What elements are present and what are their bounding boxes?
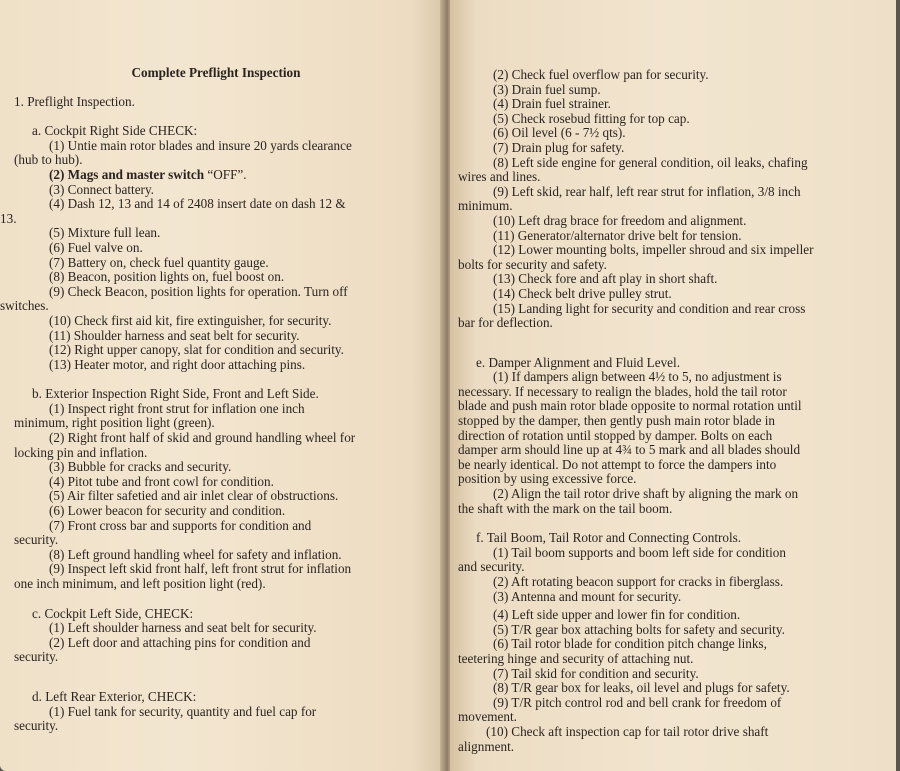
checklist-line: (1) Fuel tank for security, quantity and fuel cap for (49, 703, 317, 719)
checklist-line: wires and lines. (458, 169, 541, 185)
checklist-line: (10) Left drag brace for freedom and alignment. (493, 212, 747, 228)
checklist-line: (9) Check Beacon, position lights for operation. Turn off (49, 283, 348, 299)
paragraph-line: necessary. If necessary to realign the blades, hold the tail rotor (458, 383, 787, 399)
paragraph-line: position by using excessive force. (458, 471, 637, 487)
checklist-line: (4) Pitot tube and front cowl for condition. (49, 473, 274, 489)
section-heading: 1. Preflight Inspection. (14, 93, 135, 109)
right-page-text (458, 68, 862, 754)
checklist-line: (4) Drain fuel strainer. (493, 96, 611, 112)
checklist-line: (7) Drain plug for safety. (493, 139, 625, 155)
checklist-line: (3) Bubble for cracks and security. (49, 459, 232, 475)
checklist-line: (2) Left door and attaching pins for condition and (49, 634, 311, 650)
paragraph-line: blade and push main rotor blade opposite to normal rotation until (458, 398, 802, 414)
checklist-line: (6) Lower beacon for security and condition. (49, 503, 286, 519)
checklist-line: (7) Front cross bar and supports for condition and (49, 517, 312, 533)
checklist-line: (4) Dash 12, 13 and 14 of 2408 insert date on dash 12 & (49, 196, 346, 212)
checklist-line: (8) Beacon, position lights on, fuel boost on. (49, 269, 285, 285)
checklist-line: (11) Generator/alternator drive belt for tension. (493, 227, 742, 243)
checklist-line: locking pin and inflation. (14, 444, 148, 460)
checklist-line: minimum. (458, 198, 513, 214)
checklist-line: (12) Lower mounting bolts, impeller shroud and six impeller (493, 242, 814, 258)
checklist-text: “OFF”. (204, 166, 247, 182)
paragraph-line: direction of rotation until stopped by damper. Bolts on each (458, 427, 773, 443)
checklist-line: (5) Air filter safetied and air inlet clear of obstructions. (49, 488, 339, 504)
subsection-heading-d: d. Left Rear Exterior, CHECK: (32, 688, 197, 704)
checklist-line: (hub to hub). (14, 152, 83, 168)
checklist-line: movement. (458, 709, 517, 725)
checklist-line: minimum, right position light (green). (14, 415, 215, 431)
checklist-line: (6) Fuel valve on. (49, 239, 143, 255)
checklist-line: (2) Check fuel overflow pan for security. (493, 67, 709, 82)
checklist-line: (3) Drain fuel sump. (493, 81, 601, 97)
paragraph-line: (2) Align the tail rotor drive shaft by aligning the mark on (493, 486, 799, 502)
checklist-line: (5) Check rosebud fitting for top cap. (493, 110, 690, 126)
checklist-line: (3) Connect battery. (49, 181, 154, 197)
checklist-line: switches. (0, 298, 49, 314)
checklist-line: (5) T/R gear box attaching bolts for safety and security. (493, 621, 785, 637)
left-page-text (0, 65, 418, 734)
subsection-heading-a: a. Cockpit Right Side CHECK: (32, 123, 198, 139)
checklist-line: (5) Mixture full lean. (49, 225, 161, 241)
paragraph-line: be nearly identical. Do not attempt to force the dampers into (458, 456, 777, 472)
checklist-line (14, 168, 418, 183)
checklist-line: (7) Battery on, check fuel quantity gauge. (49, 254, 269, 270)
checklist-line: security. (14, 649, 59, 665)
checklist-line: security. (14, 718, 59, 734)
checklist-line: (10) Check first aid kit, fire extinguisher, for security. (49, 312, 332, 328)
checklist-line: (8) Left ground handling wheel for safety and inflation. (49, 546, 342, 562)
checklist-line: (10) Check aft inspection cap for tail rotor drive shaft (486, 723, 769, 739)
subsection-heading-b: b. Exterior Inspection Right Side, Front and Left Side. (32, 386, 319, 402)
checklist-line: (15) Landing light for security and condition and rear cross (493, 300, 806, 316)
checklist-line: (1) Tail boom supports and boom left side for condition (493, 544, 786, 560)
checklist-line: 13. (0, 210, 17, 226)
checklist-line: (13) Check fore and aft play in short shaft. (493, 271, 718, 287)
checklist-line: (8) T/R gear box for leaks, oil level and plugs for safety. (493, 680, 790, 696)
bold-text: (2) Mags and master switch (49, 166, 205, 182)
checklist-line: (7) Tail skid for condition and security. (493, 665, 699, 681)
checklist-line: (1) Untie main rotor blades and insure 20 yards clearance (49, 137, 352, 153)
checklist-line: and security. (458, 559, 525, 575)
checklist-line: bolts for security and safety. (458, 256, 607, 272)
checklist-line: (4) Left side upper and lower fin for condition. (493, 607, 741, 623)
checklist-line: (9) Inspect left skid front half, left front strut for inflation (49, 561, 352, 577)
paragraph-line: (1) If dampers align between 4½ to 5, no adjustment is (493, 369, 782, 385)
checklist-line: teetering hinge and security of attaching nut. (458, 650, 694, 666)
checklist-line: (1) Left shoulder harness and seat belt for security. (49, 620, 317, 636)
page-title: Complete Preflight Inspection (131, 65, 301, 80)
checklist-line: (2) Aft rotating beacon support for cracks in fiberglass. (493, 574, 784, 589)
checklist-line: (9) T/R pitch control rod and bell crank for freedom of (493, 694, 782, 710)
checklist-line: (8) Left side engine for general condition, oil leaks, chafing (493, 154, 808, 170)
checklist-line: (3) Antenna and mount for security. (493, 588, 682, 604)
subsection-heading-e: e. Damper Alignment and Fluid Level. (476, 354, 680, 370)
checklist-line: (6) Tail rotor blade for condition pitch change links, (493, 636, 767, 652)
checklist-line: (2) Right front half of skid and ground handling wheel for (49, 430, 356, 446)
checklist-line: (13) Heater motor, and right door attaching pins. (49, 356, 306, 372)
checklist-line: (6) Oil level (6 - 7½ qts). (493, 125, 626, 141)
checklist-line: security. (14, 532, 59, 548)
paragraph-line: damper arm should line up at 4¾ to 5 mark and all blades should (458, 442, 801, 458)
paragraph-line: the shaft with the mark on the tail boom. (458, 500, 673, 516)
checklist-line: (1) Inspect right front strut for inflation one inch (49, 400, 305, 416)
checklist-line: (11) Shoulder harness and seat belt for security. (49, 327, 300, 343)
checklist-line: (14) Check belt drive pulley strut. (493, 285, 672, 301)
checklist-line: one inch minimum, and left position light (red). (14, 576, 266, 591)
checklist-line: (9) Left skid, rear half, left rear strut for inflation, 3/8 inch (493, 183, 801, 199)
left-page (0, 0, 446, 771)
paragraph-line: stopped by the damper, then gently push main rotor blade in (458, 413, 776, 429)
checklist-line: alignment. (458, 738, 515, 754)
subsection-heading-c: c. Cockpit Left Side, CHECK: (32, 605, 194, 621)
right-page (450, 0, 896, 771)
checklist-line: bar for deflection. (458, 315, 553, 331)
subsection-heading-f: f. Tail Boom, Tail Rotor and Connecting Controls. (476, 530, 742, 546)
checklist-line: (12) Right upper canopy, slat for condition and security. (49, 342, 344, 358)
